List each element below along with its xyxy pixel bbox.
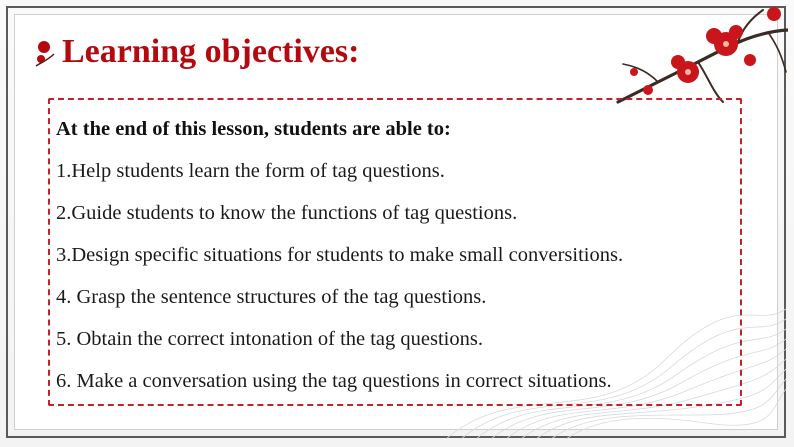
objective-item: 5. Obtain the correct intonation of the tag questions. [56, 328, 483, 350]
objective-item: 1.Help students learn the form of tag questions. [56, 160, 445, 182]
objectives-list [56, 156, 623, 408]
objective-item: 6. Make a conversation using the tag questions in correct situations. [56, 370, 612, 392]
plum-blossom-bullet-icon [32, 38, 56, 68]
objectives-heading: At the end of this lesson, students are able to: [56, 118, 451, 140]
objective-item: 2.Guide students to know the functions of tag questions. [56, 202, 518, 224]
objective-item: 4. Grasp the sentence structures of the tag questions. [56, 286, 487, 308]
page-title: Learning objectives: [62, 33, 360, 70]
objective-item: 3.Design specific situations for students to make small conversitions. [56, 244, 624, 266]
